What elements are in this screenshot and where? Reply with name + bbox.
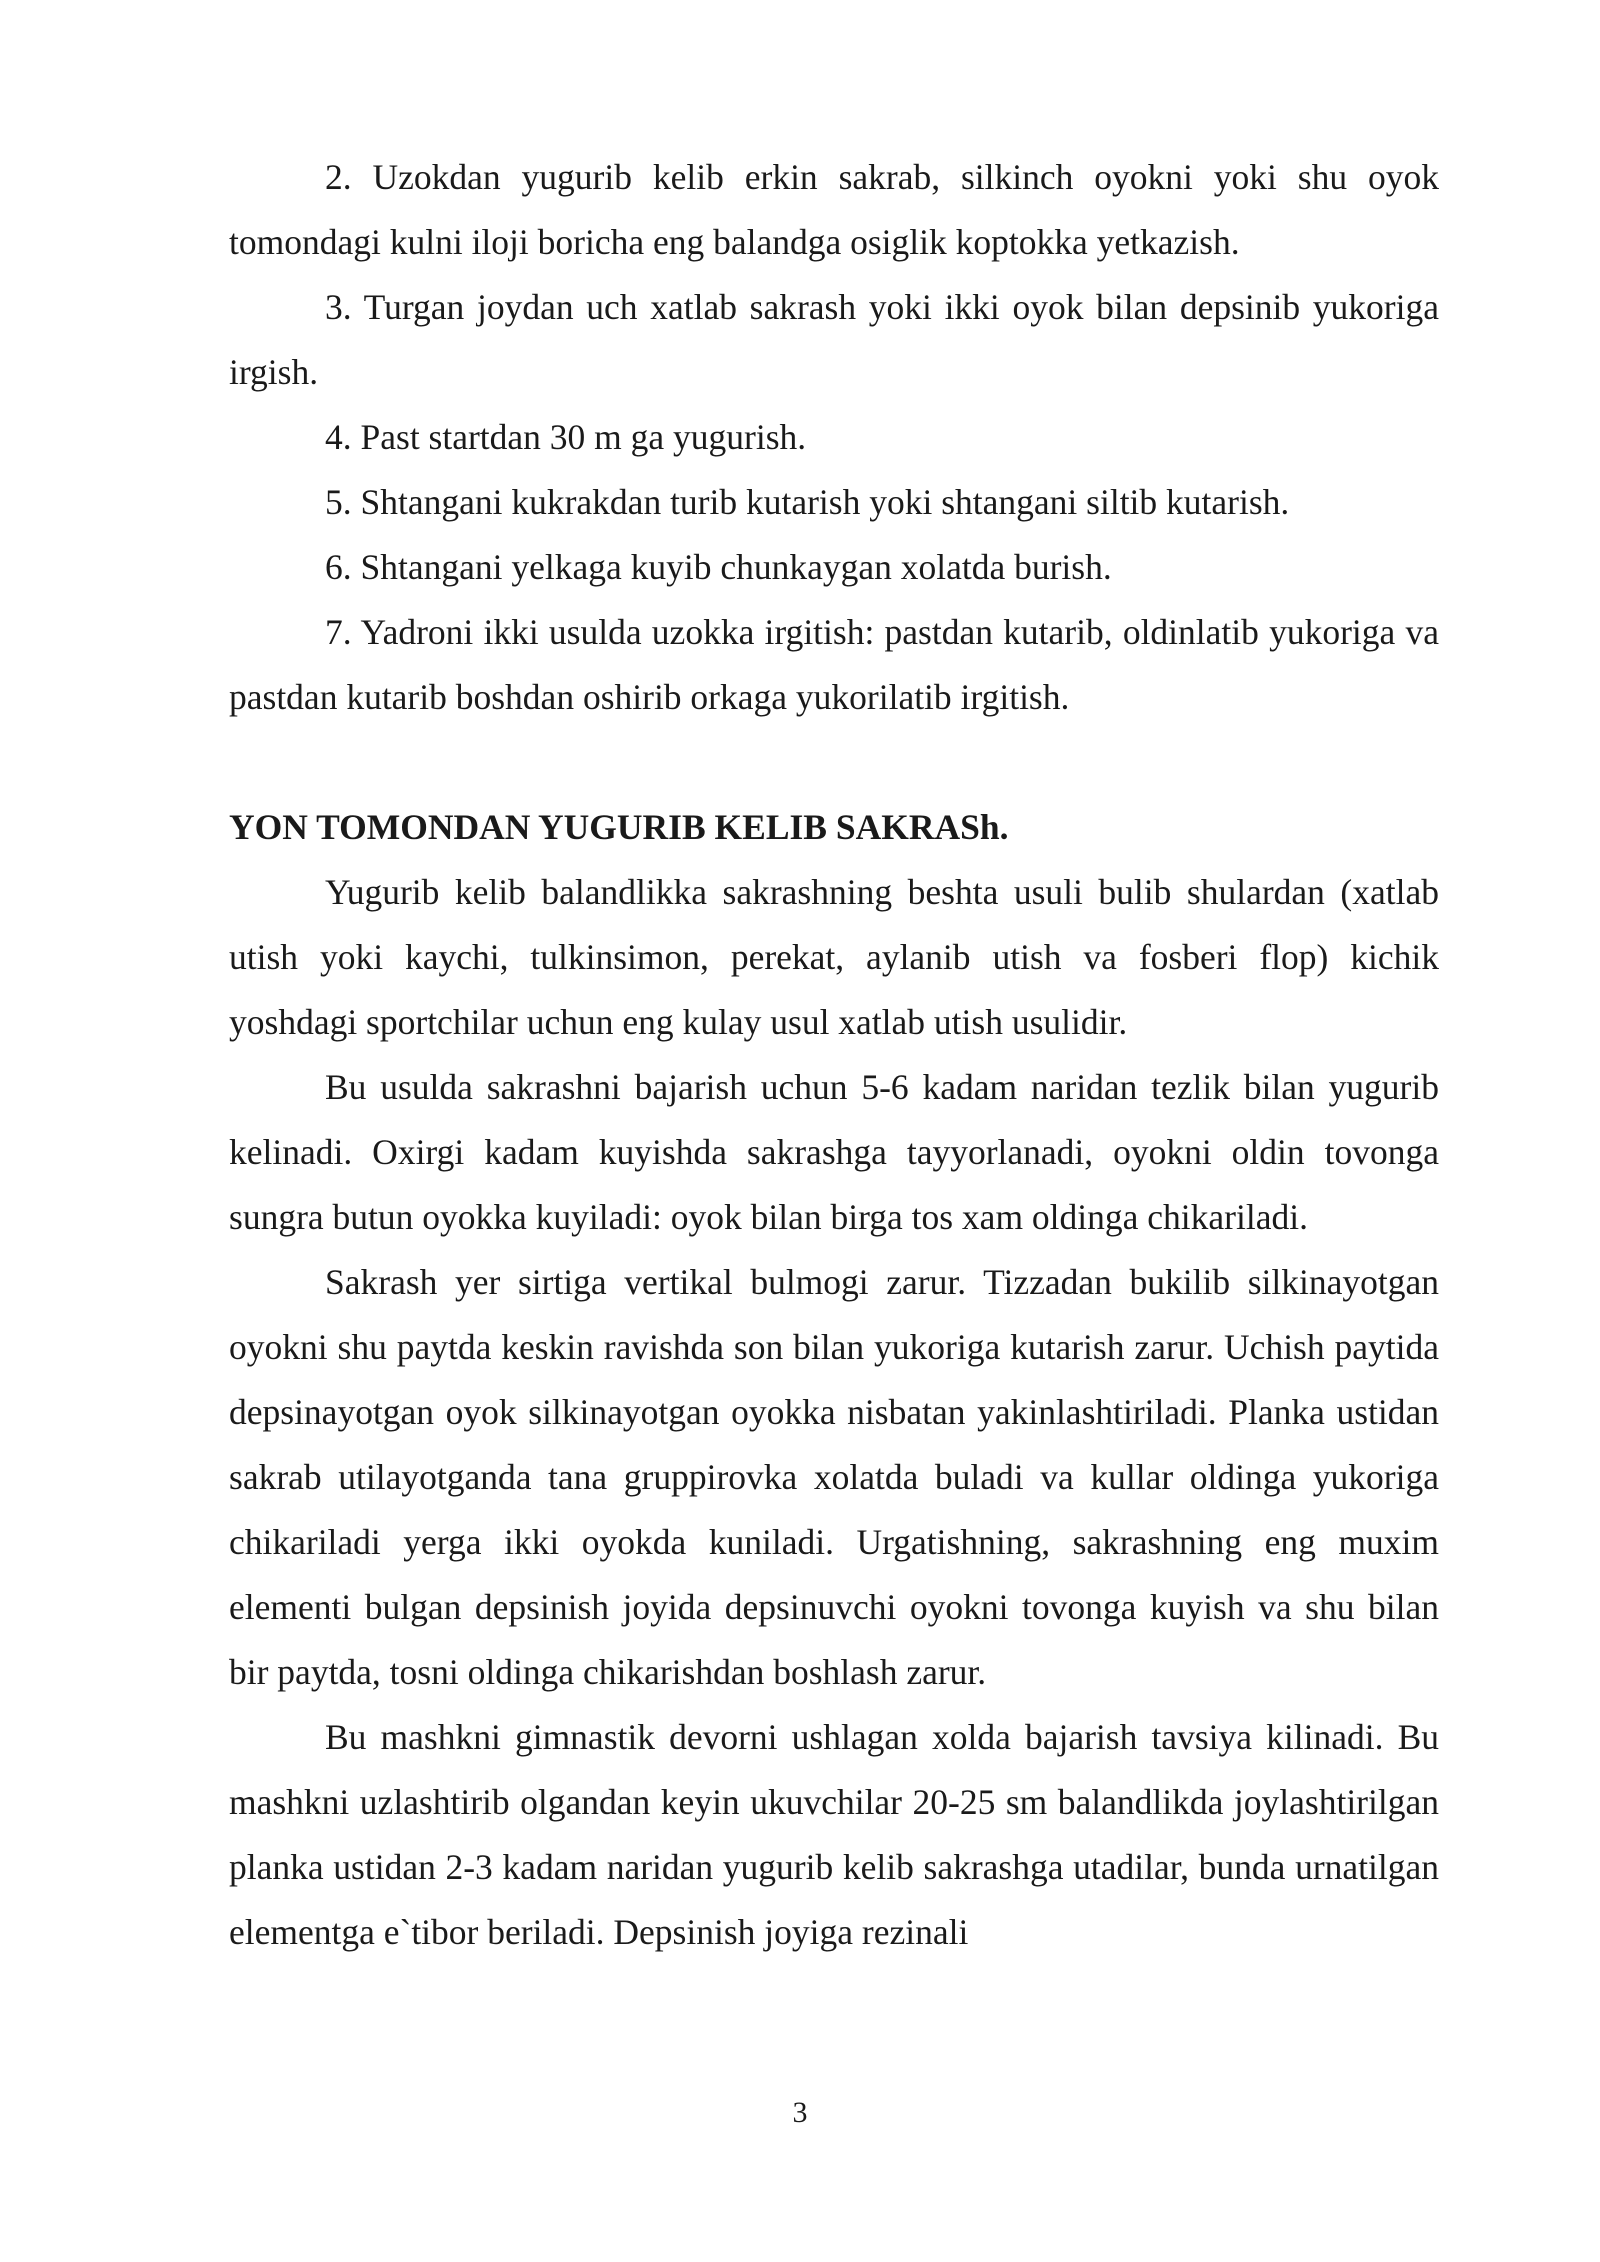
paragraph-4: Bu mashkni gimnastik devorni ushlagan xolda bajarish tavsiya kilinadi. Bu mashkni uzlashtirib olgandan keyin ukuvchilar 20-25 sm balandlikda joylashtirilgan planka ustidan 2-3 kadam naridan yugurib kelib sakrashga utadilar, bunda urnatilgan elementga e`tibor beriladi. Depsinish joyiga rezinali <box>229 1717 1439 1952</box>
page-number: 3 <box>792 2096 808 2129</box>
page-content <box>229 145 1439 1965</box>
list-item-6: 6. Shtangani yelkaga kuyib chunkaygan xolatda burish. <box>325 547 1112 587</box>
paragraph-1: Yugurib kelib balandlikka sakrashning beshta usuli bulib shulardan (xatlab utish yoki kaychi, tulkinsimon, perekat, aylanib utish va fosberi flop) kichik yoshdagi sportchilar uchun eng kulay usul xatlab utish usulidir. <box>229 872 1439 1042</box>
list-item-2: 2. Uzokdan yugurib kelib erkin sakrab, silkinch oyokni yoki shu oyok tomondagi kulni iloji boricha eng balandga osiglik koptokka yetkazish. <box>229 157 1439 262</box>
list-item-3: 3. Turgan joydan uch xatlab sakrash yoki ikki oyok bilan depsinib yukoriga irgish. <box>229 287 1439 392</box>
section-heading: YON TOMONDAN YUGURIB KELIB SAKRASh. <box>229 807 1009 847</box>
paragraph-3: Sakrash yer sirtiga vertikal bulmogi zarur. Tizzadan bukilib silkinayotgan oyokni shu paytda keskin ravishda son bilan yukoriga kutarish zarur. Uchish paytida depsinayotgan oyok silkinayotgan oyokka nisbatan yakinlashtiriladi. Planka ustidan sakrab utilayotganda tana gruppirovka xolatda buladi va kullar oldinga yukoriga chikariladi yerga ikki oyokda kuniladi. Urgatishning, sakrashning eng muxim elementi bulgan depsinish joyida depsinuvchi oyokni tovonga kuyish va shu bilan bir paytda, tosni oldinga chikarishdan boshlash zarur. <box>229 1262 1439 1692</box>
list-item-4: 4. Past startdan 30 m ga yugurish. <box>325 417 807 457</box>
list-item-7: 7. Yadroni ikki usulda uzokka irgitish: pastdan kutarib, oldinlatib yukoriga va pastdan kutarib boshdan oshirib orkaga yukorilatib irgitish. <box>229 612 1439 717</box>
paragraph-2: Bu usulda sakrashni bajarish uchun 5-6 kadam naridan tezlik bilan yugurib kelinadi. Oxirgi kadam kuyishda sakrashga tayyorlanadi, oyokni oldin tovonga sungra butun oyokka kuyiladi: oyok bilan birga tos xam oldinga chikariladi. <box>229 1067 1439 1237</box>
list-item-5: 5. Shtangani kukrakdan turib kutarish yoki shtangani siltib kutarish. <box>325 482 1290 522</box>
